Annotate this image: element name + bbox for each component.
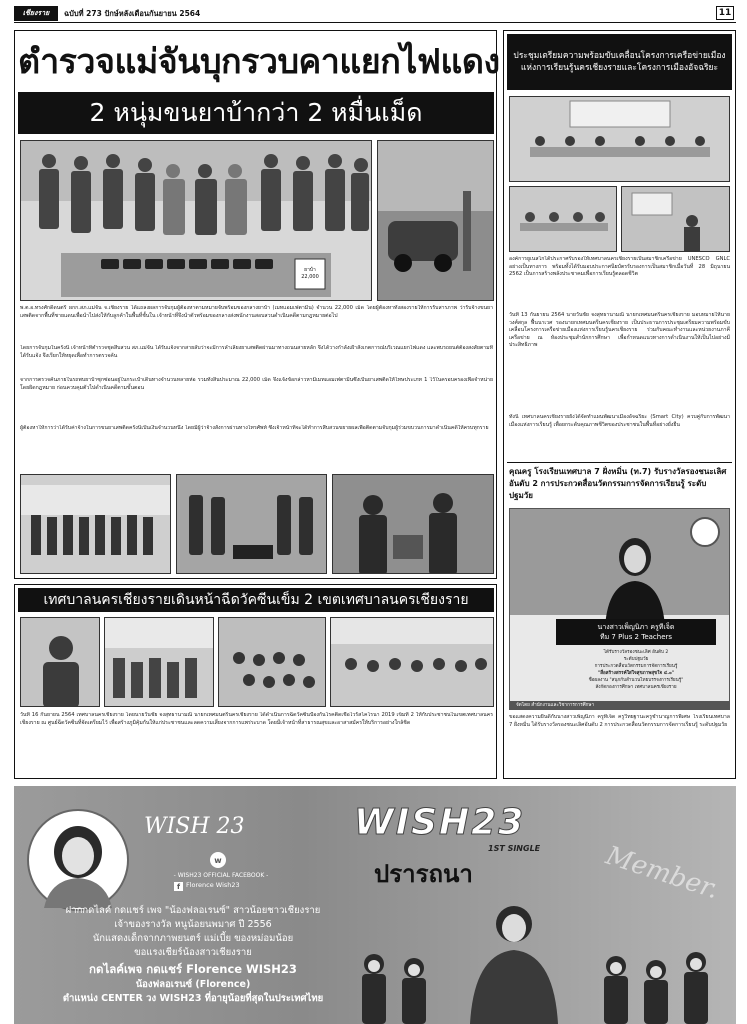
vaccine-headline: เทศบาลนครเชียงรายเดินหน้าฉีดวัคซีนเข็ม 2 เขตเทศบาลนครเชียงราย <box>18 588 494 612</box>
award-line-5: ชื่อผลงาน "สนุกกับสำนวนไทยบรรจงการเรียนรู้" <box>588 678 684 683</box>
wish23-logo: WISH23 <box>354 802 526 843</box>
teacher-portrait <box>600 531 670 627</box>
vaccine-photo-1 <box>20 617 100 707</box>
side-1-paragraph-3: ทั้งนี้ เทศบาลนครเชียงรายยังได้จัดทำแผนพัฒนาเมืองอัจฉริยะ (Smart City) ควบคู่กับการพัฒนาเมืองแห่งการเรียนรู้ เพื่อยกระดับคุณภาพชีวิตของประชาชนในพื้นที่อย่างยั่งยืน <box>509 414 730 428</box>
side-story-1-headline: ประชุมเตรียมความพร้อมขับเคลื่อนโครงการเครือข่ายเมืองแห่งการเรียนรู้นครเชียงรายและโครงการเมืองอัจฉริยะ <box>507 34 732 90</box>
lead-car-photo <box>377 140 494 301</box>
drug-sign: ยาบ้า 22,000 <box>301 267 319 280</box>
lead-headline: ตำรวจแม่จันบุกรวบคาแยกไฟแดง <box>18 42 500 82</box>
teacher-team: ทีม 7 Plus 2 Teachers <box>599 633 673 641</box>
strip-photo-1-art <box>21 475 171 574</box>
promo-line-5: กดไลค์เพจ กดแชร์ Florence WISH23 <box>89 962 297 976</box>
fb-name: Florence Wish23 <box>186 881 240 889</box>
promo-line-1: ฝากกดไลค์ กดแชร์ เพจ "น้องฟลอเรนซ์" สาวน้อยชาวเชียงราย <box>65 905 321 916</box>
award-card-footer: จัดโดย สำนักงานและวิชาการการศึกษา <box>510 701 730 710</box>
award-emblem <box>690 517 720 547</box>
vaccine-photo-4-art <box>331 618 494 707</box>
lead-strip-photo-3 <box>332 474 494 574</box>
vaccine-photo-2 <box>104 617 214 707</box>
lead-strip-photo-1 <box>20 474 171 574</box>
masthead-logo: เชียงราย <box>14 6 58 21</box>
promo-line-2: เจ้าของรางวัล หนูน้อยนพมาศ ปี 2556 <box>114 919 272 930</box>
side-1-paragraph-1: องค์การยูเนสโกได้ประกาศรับรองให้เทศบาลนครเชียงรายเป็นสมาชิกเครือข่าย UNESCO GNLC อย่างเป็นทางการ พร้อมทั้งได้รับมอบประกาศนียบัตรรับรองการเป็นสมาชิกเมื่อวันที่ 28 มิถุนายน 2562 เป็นการสร้างพลังประชาคมเพื่อการเรียนรู้ตลอดชีวิต <box>509 256 730 278</box>
lead-strip-photo-2 <box>176 474 327 574</box>
w-icon: w <box>210 852 226 868</box>
lead-subheadline: 2 หนุ่มขนยาบ้ากว่า 2 หมื่นเม็ด <box>18 92 494 134</box>
lead-paragraph-3: จากการตรวจค้นภายในรถพบยาบ้าซุกซ่อนอยู่ในกระเป๋าเดินทางจำนวนหลายห่อ รวมทั้งสิ้นประมาณ 22,000 เม็ด จึงแจ้งข้อกล่าวหามีเมทแอมเฟตามีนซึ่งเป็นยาเสพติดให้โทษประเภท 1 ไว้ในครอบครองเพื่อจำหน่ายโดยผิดกฎหมาย ก่อนควบคุมตัวไปดำเนินคดีตามขั้นตอน <box>20 377 493 391</box>
vaccine-photo-3 <box>218 617 326 707</box>
award-line-2: ระดับปฐมวัย <box>623 657 649 662</box>
masthead-bar <box>14 5 736 23</box>
car-photo-art <box>378 141 494 301</box>
promo-line-4: ขอแรงเชียร์น้องสาวเชียงราย <box>134 947 252 958</box>
meeting-photo-1 <box>509 96 730 182</box>
strip-photo-3-art <box>333 475 494 574</box>
member-script: Member. <box>602 840 723 906</box>
vaccine-photo-1-art <box>21 618 100 707</box>
award-line-4: "สื่อสร้างสรรค์ใส่ใจสุขภาพสุขใจ ๔.๐" <box>597 671 675 676</box>
fb-label: - WISH23 OFFICIAL FACEBOOK - <box>173 872 269 879</box>
meeting-photo-3-art <box>622 187 730 252</box>
wish23-ad <box>14 786 736 1024</box>
vaccine-photo-3-art <box>219 618 326 707</box>
meeting-photo-2-art <box>510 187 617 252</box>
teacher-name-plate <box>556 619 716 645</box>
meeting-photo-1-art <box>510 97 730 182</box>
award-line-6: สังกัดกองการศึกษา เทศบาลนครเชียงราย <box>595 685 677 690</box>
group-photo <box>344 884 736 1024</box>
wish23-script-logo: WISH 23 <box>144 814 245 839</box>
side-1-paragraph-2: วันที่ 13 กันยายน 2564 นายวันชัย จงสุทธานามณี นายกเทศมนตรีนครเชียงราย มอบหมายให้นายวงศ์สกุล ฟื้นนาเวศ รองนายกเทศมนตรีนครเชียงราย เป็นประธานการประชุมเตรียมความพร้อมขับเคลื่อนโครงการเครือข่ายเมืองแห่งการเรียนรู้นครเชียงราย ร่วมกับคณะทำงานและหน่วยงานภาคีเครือข่าย ณ ห้องประชุมสำนักการศึกษา เพื่อกำหนดแนวทางการดำเนินงานให้เป็นไปอย่างมีประสิทธิภาพ <box>509 312 730 349</box>
teacher-name: นางสาวเพ็ญนิภา ครูทีเจ็ด <box>597 623 675 631</box>
strip-photo-2-art <box>177 475 327 574</box>
side-2-paragraph: ขอแสดงความยินดีกับนางสาวเพ็ญนิภา ครูทีเจ็ด ครูวิทยฐานะครูชำนาญการพิเศษ โรงเรียนเทศบาล 7 ฝั่งหมิ่น ได้รับรางวัลรองชนะเลิศอันดับ 2 การประกวดสื่อนวัตกรรมการจัดการเรียนรู้ ระดับปฐมวัย <box>509 714 730 728</box>
side-story-2-headline: คุณครู โรงเรียนเทศบาล 7 ฝั่งหมิ่น (ท.7) รับรางวัลรองชนะเลิศอันดับ 2 การประกวดสื่อนวัตกรรมการจัดการเรียนรู้ ระดับปฐมวัย <box>509 467 727 500</box>
meeting-photo-2 <box>509 186 617 252</box>
promo-line-7: ตำแหน่ง CENTER วง WISH23 ที่อายุน้อยที่สุดในประเทศไทย <box>62 993 324 1004</box>
award-line-1: ได้รับรางวัลรองชนะเลิศ อันดับ 2 <box>603 650 669 655</box>
award-card <box>509 508 730 710</box>
lead-paragraph-2: โดยการจับกุมในครั้งนี้ เจ้าหน้าที่ตำรวจชุดสืบสวน สภ.แม่จัน ได้รับแจ้งจากสายลับว่าจะมีการลำเลียงยาเสพติดผ่านมาทางถนนสายหลัก จึงได้วางกำลังเฝ้าสังเกตการณ์บริเวณแยกไฟแดง และพบรถยนต์ต้องสงสัยตามที่ได้รับแจ้ง จึงเรียกให้หยุดเพื่อทำการตรวจค้น <box>20 345 493 359</box>
single-label: 1ST SINGLE <box>488 844 541 853</box>
award-lines <box>550 649 722 691</box>
lead-arrest-photo <box>20 140 372 301</box>
page-number: 11 <box>716 6 734 20</box>
promo-line-6: น้องฟลอเรนซ์ (Florence) <box>135 979 251 990</box>
single-title: ปรารถนา <box>374 860 473 888</box>
facebook-icon: f <box>174 882 183 891</box>
issue-line: ฉบับที่ 273 ปักษ์หลังเดือนกันยายน 2564 <box>64 9 201 18</box>
vaccine-photo-4 <box>330 617 494 707</box>
florence-portrait <box>26 808 130 912</box>
vaccine-photo-2-art <box>105 618 214 707</box>
ad-promo-text <box>28 904 358 1006</box>
lead-paragraph-1: พ.ต.อ.ทรงศักดิ์ดนตรี ผกก.สภ.แม่จัน จ.เชียงราย ได้แถลงผลการจับกุมผู้ต้องหาตามหมายจับพร้อมของกลางยาบ้า (เมทแอมเฟตามีน) จำนวน 22,000 เม็ด โดยผู้ต้องหาทั้งสองรายให้การรับสารภาพ ว่ารับจ้างขนยาเสพติดจากพื้นที่ชายแดนเพื่อนำไปส่งให้กับลูกค้าในพื้นที่ชั้นใน เจ้าหน้าที่จึงนำตัวพร้อมของกลางส่งพนักงานสอบสวนดำเนินคดีตามกฎหมายต่อไป <box>20 305 493 319</box>
vaccine-paragraph: วันที่ 16 กันยายน 2564 เทศบาลนครเชียงราย โดยนายวันชัย จงสุทธานามณี นายกเทศมนตรีนครเชียงราย ได้ดำเนินการฉีดวัคซีนป้องกันโรคติดเชื้อไวรัสโคโรนา 2019 เข็มที่ 2 ให้กับประชาชนในเขตเทศบาลนครเชียงราย ณ ศูนย์ฉีดวัคซีนที่จัดเตรียมไว้ เพื่อสร้างภูมิคุ้มกันให้แก่ประชาชนและลดความเสี่ยงจากการแพร่ระบาด โดยมีเจ้าหน้าที่สาธารณสุขและอาสาสมัครให้บริการอย่างใกล้ชิด <box>20 712 493 726</box>
award-line-3: การประกวดสื่อนวัตกรรมการจัดการเรียนรู้ <box>594 664 678 669</box>
meeting-photo-3 <box>621 186 730 252</box>
side-divider <box>507 462 732 463</box>
promo-line-3: นักแสดงเด็กจากภาพยนตร์ แม่เบี้ย ของหม่อมน้อย <box>92 933 294 944</box>
lead-paragraph-4: ผู้ต้องหาให้การว่าได้รับค่าจ้างในการขนยาเสพติดครั้งนี้เป็นเงินจำนวนหนึ่ง โดยมีผู้ว่าจ้างสั่งการผ่านทางโทรศัพท์ ซึ่งเจ้าหน้าที่จะได้ทำการสืบสวนขยายผลเพื่อติดตามจับกุมผู้ร่วมขบวนการมาดำเนินคดีให้ครบทุกราย <box>20 425 489 431</box>
